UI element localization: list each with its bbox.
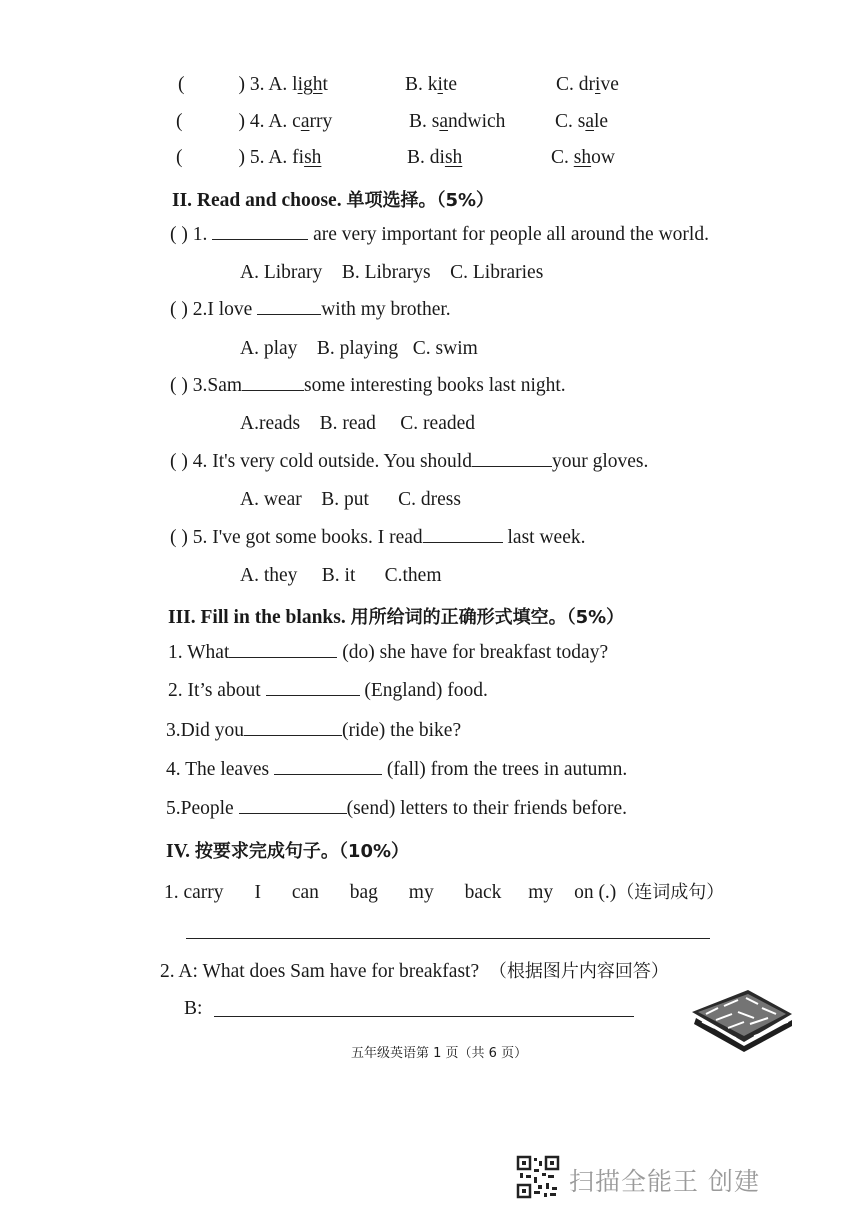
- phonics-item-3-c: C. drive: [556, 74, 619, 95]
- answer-line-2[interactable]: [214, 1016, 634, 1017]
- phonics-item-4: ( ) 4. A. carry: [176, 111, 333, 132]
- choice-question-3: ( ) 3.Sam some interesting books last night.: [170, 375, 566, 396]
- phonics-item-5-c: C. show: [551, 147, 615, 168]
- section-4-title: IV. 按要求完成句子。（10%）: [166, 841, 410, 862]
- fill-blank-2: 2. It’s about (England) food.: [168, 680, 488, 701]
- choice-options-5: A. they B. it C.them: [240, 565, 442, 586]
- scanner-watermark: 扫描全能王 创建: [569, 1167, 760, 1196]
- section-2-title: II. Read and choose. 单项选择。（5%）: [172, 190, 495, 211]
- choice-options-2: A. play B. playing C. swim: [240, 338, 478, 359]
- fill-blank-3: 3.Did you (ride) the bike?: [166, 720, 462, 741]
- phonics-item-3-b: B. kite: [405, 74, 458, 95]
- choice-options-3: A.reads B. read C. readed: [240, 413, 476, 434]
- section-3-title: III. Fill in the blanks. 用所给词的正确形式填空。（5%）: [168, 607, 625, 628]
- phonics-item-4-c: C. sale: [555, 111, 609, 132]
- choice-question-1: ( ) 1. are very important for people all around the world.: [170, 224, 709, 245]
- fill-blank-1: 1. What (do) she have for breakfast today?: [168, 642, 609, 663]
- choice-question-5: ( ) 5. I've got some books. I read last week.: [170, 527, 586, 548]
- fill-blank-5: 5.People (send) letters to their friends before.: [166, 798, 628, 819]
- rearrange-question: 1. carry I can bag my back my on (.)（连词成句）: [164, 882, 725, 903]
- choice-options-1: A. Library B. Librarys C. Libraries: [240, 262, 544, 283]
- answer-line-1[interactable]: [186, 938, 710, 939]
- page-footer: 五年级英语第 1 页（共 6 页）: [351, 1046, 528, 1061]
- picture-question: 2. A: What does Sam have for breakfast? （根据图片内容回答）: [160, 961, 669, 982]
- qr-code-icon: [516, 1155, 560, 1199]
- fill-blank-4: 4. The leaves (fall) from the trees in autumn.: [166, 759, 628, 780]
- choice-options-4: A. wear B. put C. dress: [240, 489, 461, 510]
- sandwich-image: [688, 984, 798, 1054]
- phonics-item-3: ( ) 3. A. light: [178, 74, 328, 95]
- phonics-item-5: ( ) 5. A. fish: [176, 147, 322, 168]
- phonics-item-5-b: B. dish: [407, 147, 463, 168]
- phonics-item-4-b: B. sandwich: [409, 111, 506, 132]
- answer-b-label: B:: [184, 998, 203, 1019]
- choice-question-4: ( ) 4. It's very cold outside. You should your gloves.: [170, 451, 649, 472]
- choice-question-2: ( ) 2.I love with my brother.: [170, 299, 451, 320]
